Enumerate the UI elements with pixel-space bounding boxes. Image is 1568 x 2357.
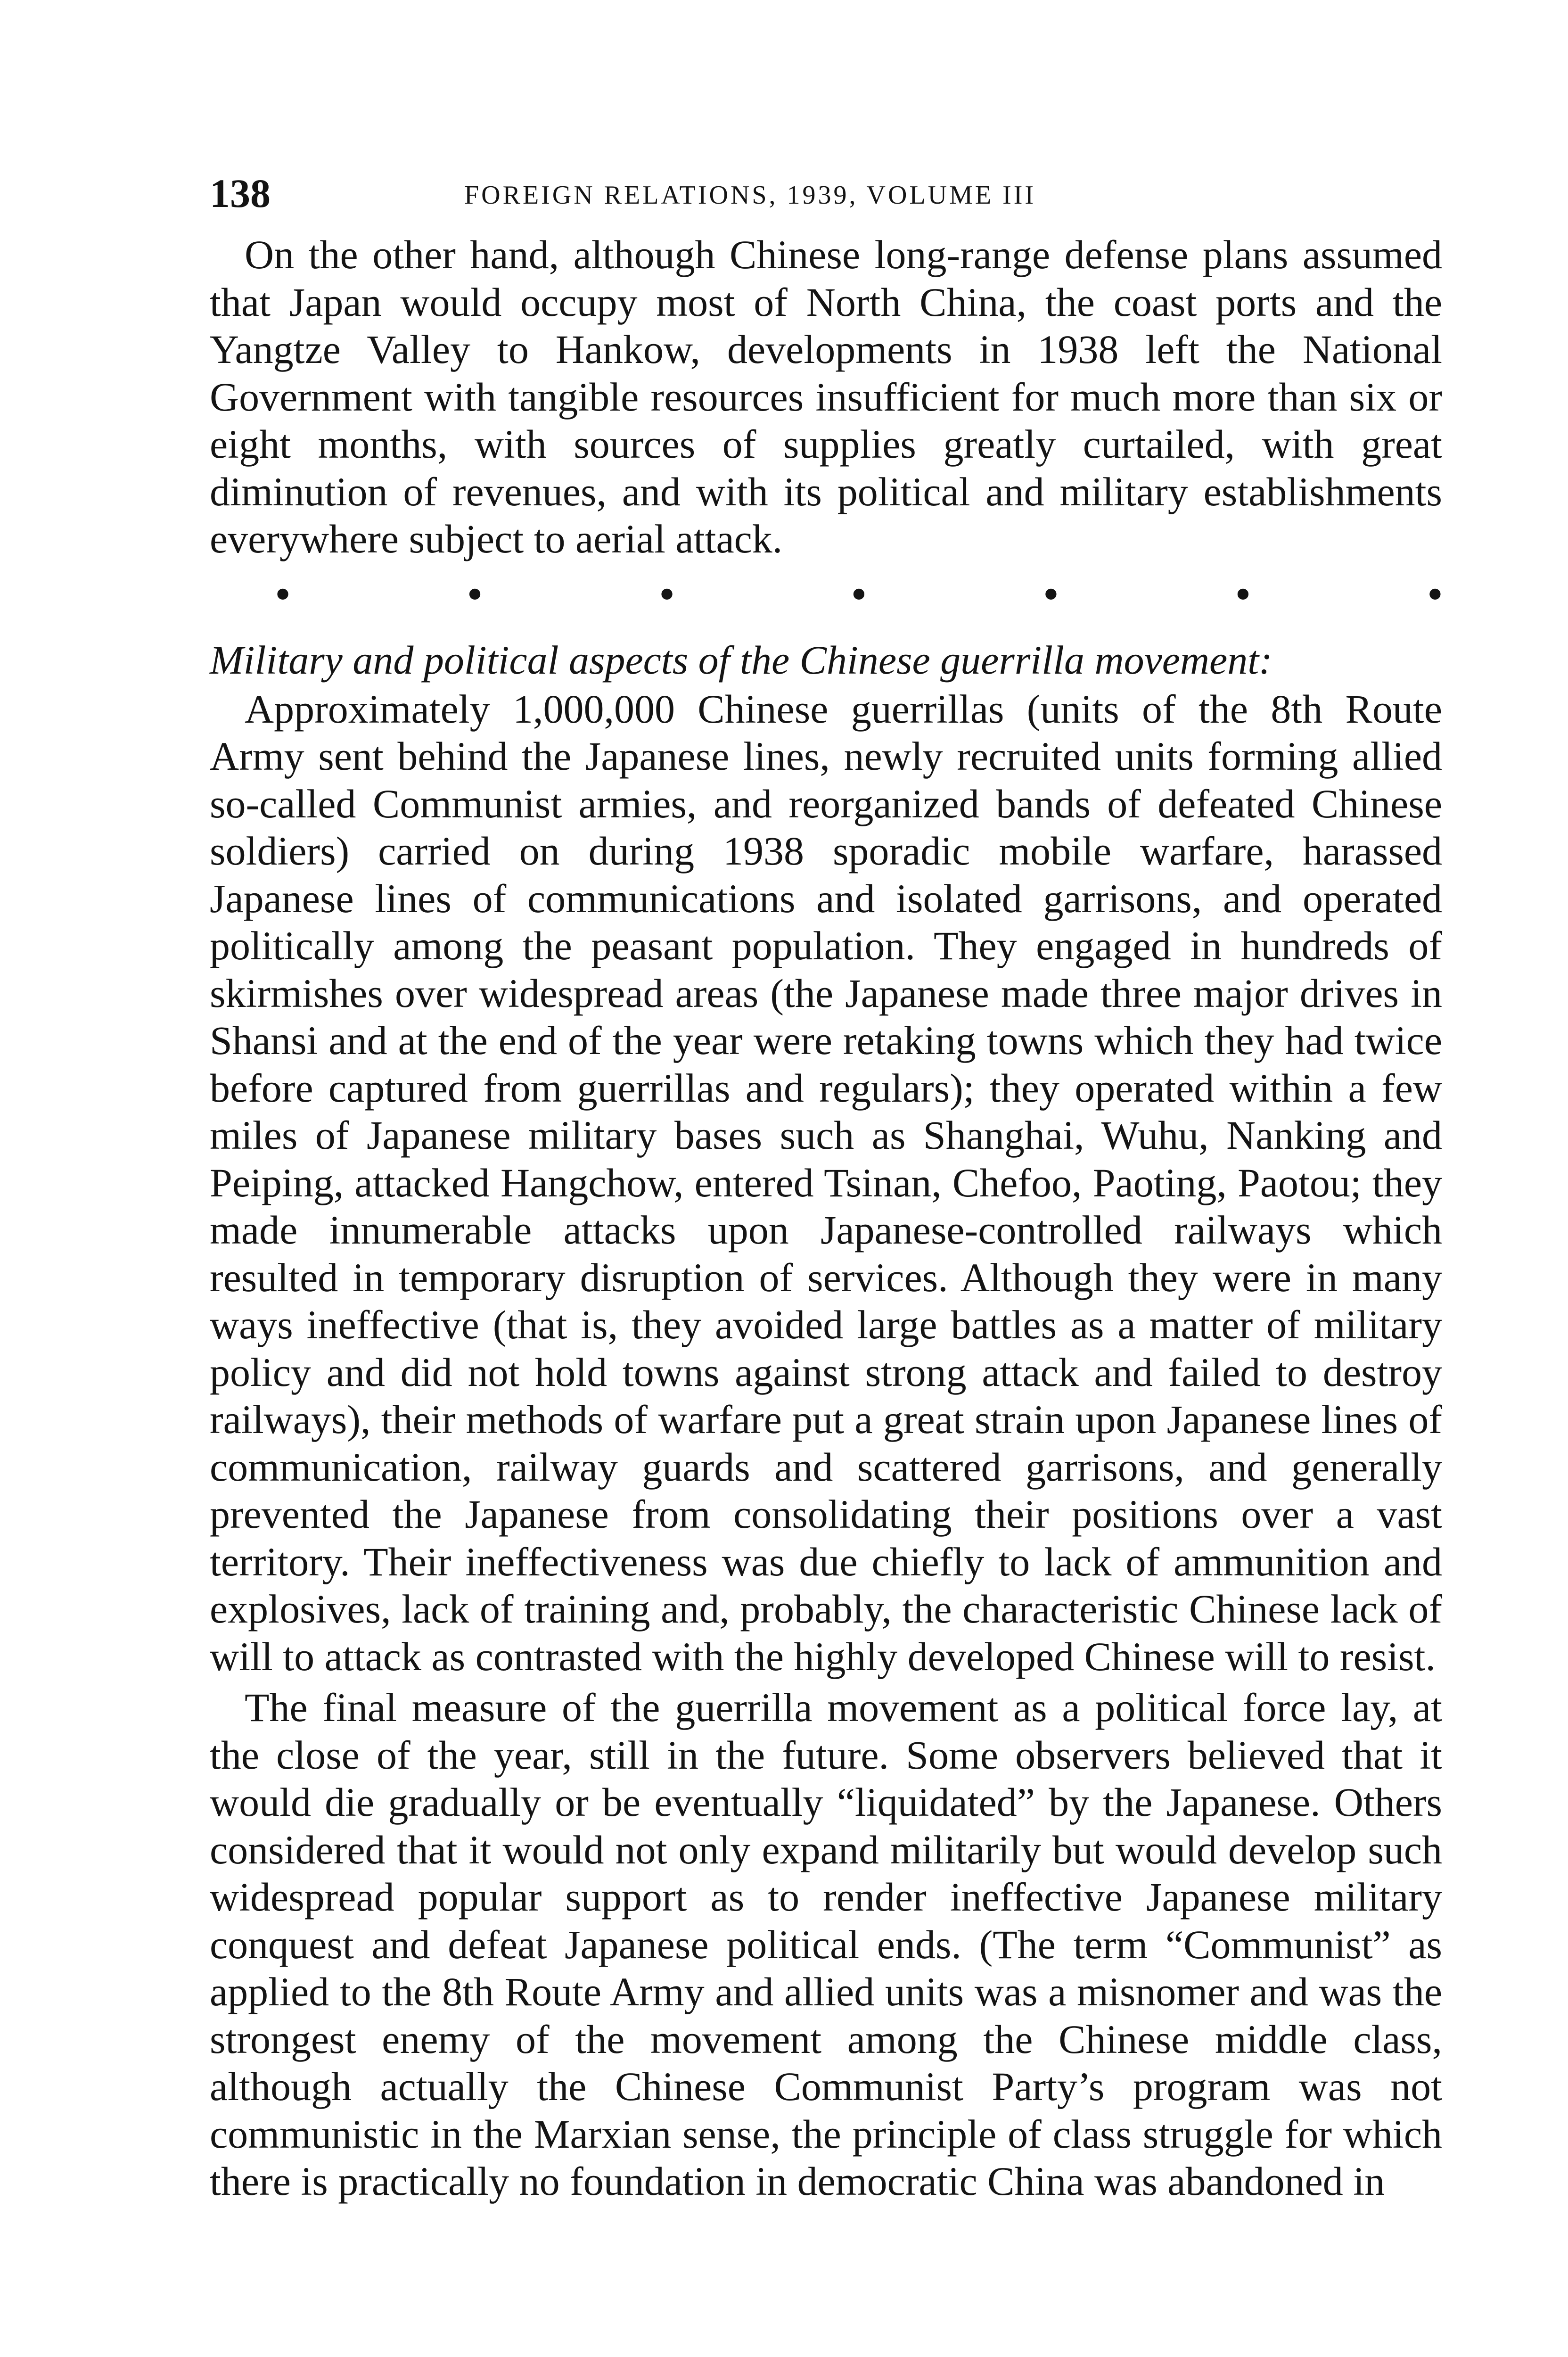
running-head: FOREIGN RELATIONS, 1939, VOLUME III	[464, 181, 1036, 210]
section-heading: Military and political aspects of the Chinese guerrilla movement:	[210, 637, 1272, 683]
document-page	[210, 170, 1442, 2205]
ellipsis-dot: •	[276, 571, 290, 617]
paragraph-political-force: The final measure of the guerrilla movement as a political force lay, at the close of the year, still in the future. Some observers believed that it would die gradually or be eventually “liquidated” by the Japanese. Others considered that it would not only expand militarily but would develop such widespread popular support as to render ineffective Japanese military conquest and defeat Japanese political ends. (The term “Communist” as applied to the 8th Route Army and allied units was a misnomer and was the strongest enemy of the movement among the Chinese middle class, although actually the Chinese Communist Party’s program was not communistic in the Marxian sense, the principle of class struggle for which there is practically no foundation in democratic China was abandoned in	[210, 1685, 1442, 2204]
ellipsis-dot: •	[659, 571, 674, 617]
page-number: 138	[210, 171, 271, 216]
ellipsis-dot: •	[1043, 571, 1058, 617]
paragraph-guerrilla-operations: Approximately 1,000,000 Chinese guerrillas (units of the 8th Route Army sent behind the Japanese lines, newly recruited units forming allied so-called Communist armies, and reorganized bands of defeated Chinese soldiers) carried on during 1938 sporadic mobile warfare, harassed Japanese lines of communications and isolated garrisons, and operated politically among the peasant population. They engaged in hundreds of skirmishes over widespread areas (the Japanese made three major drives in Shansi and at the end of the year were retaking towns which they had twice before captured from guerrillas and regulars); they operated within a few miles of Japanese military bases such as Shanghai, Wuhu, Nanking and Peiping, attacked Hangchow, entered Tsinan, Chefoo, Paoting, Paotou; they made innumerable attacks upon Japanese-controlled railways which resulted in temporary disruption of services. Although they were in many ways ineffective (that is, they avoided large battles as a matter of military policy and did not hold towns against strong attack and failed to destroy railways), their methods of warfare put a great strain upon Japanese lines of communication, railway guards and scattered garrisons, and generally prevented the Japanese from consolidating their positions over a vast territory. Their ineffectiveness was due chiefly to lack of ammunition and explosives, lack of training and, probably, the characteristic Chinese lack of will to attack as contrasted with the highly developed Chinese will to resist.	[210, 686, 1442, 1679]
ellipsis-dot: •	[1428, 571, 1442, 617]
page-header	[210, 170, 1442, 231]
omission-ellipsis	[210, 570, 1442, 618]
ellipsis-dot: •	[1236, 571, 1250, 617]
ellipsis-dot: •	[468, 571, 482, 617]
ellipsis-dot: •	[852, 571, 866, 617]
paragraph-defense-plans: On the other hand, although Chinese long-range defense plans assumed that Japan would occupy most of North China, the coast ports and the Yangtze Valley to Hankow, developments in 1938 left the National Government with tangible resources insufficient for much more than six or eight months, with sources of supplies greatly curtailed, with great diminution of revenues, and with its political and military establishments everywhere subject to aerial attack.	[210, 232, 1442, 561]
